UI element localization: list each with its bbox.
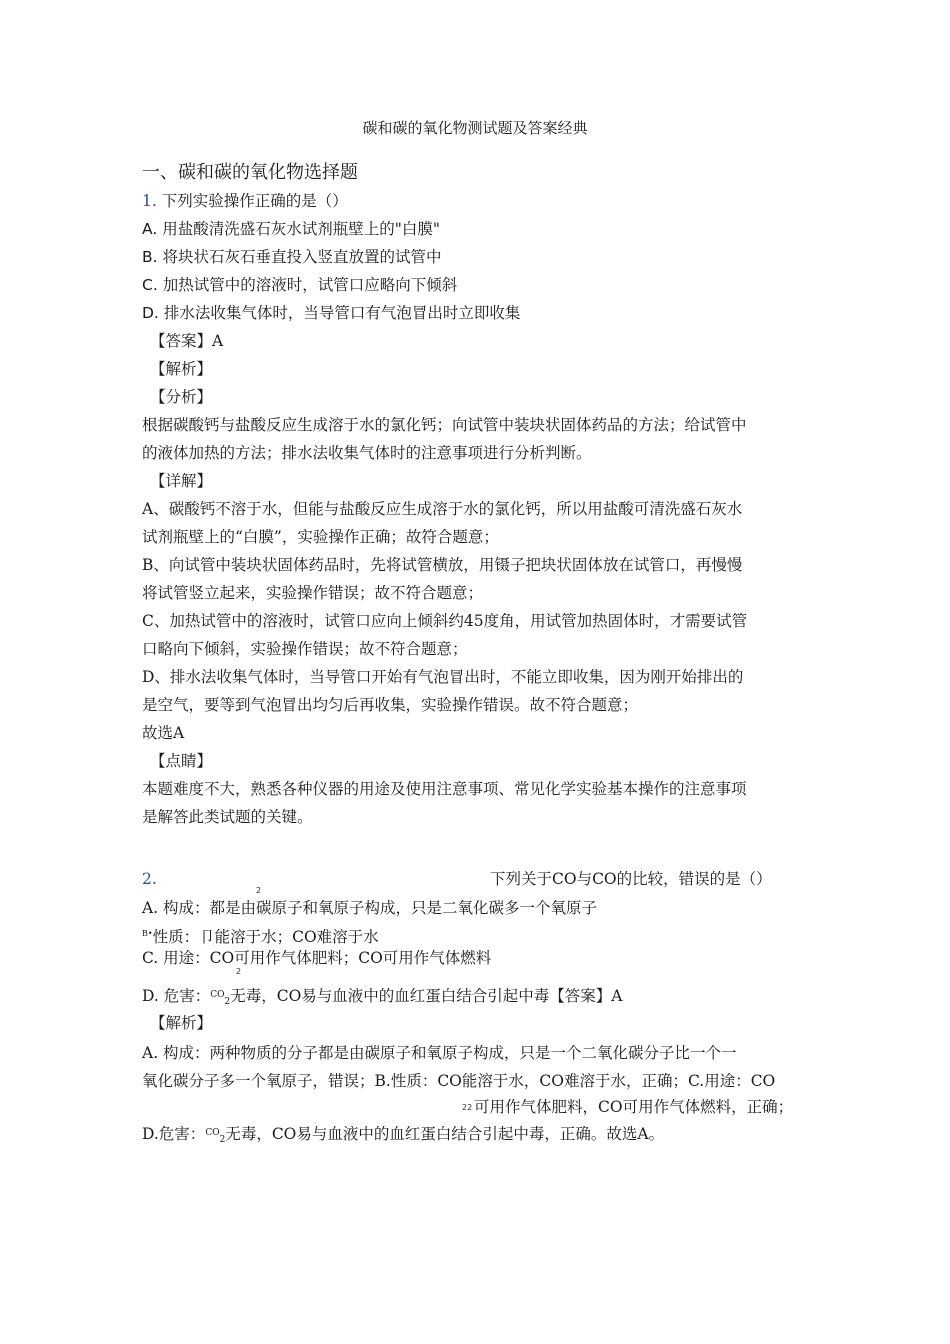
question-1-jiexi-label: 【解析】 <box>150 360 213 378</box>
detail-line: D、排水法收集气体时，当导管口开始有气泡冒出时，不能立即收集，因为刚开始排出的 <box>142 668 744 686</box>
comment-line: 是解答此类试题的关键。 <box>142 808 313 826</box>
question-2-stem: 下列关于CO与CO的比较，错误的是（） <box>490 870 772 888</box>
detail-line: C、加热试管中的溶液时，试管口应向上倾斜约45度角，用试管加热固体时，才需要试管 <box>142 612 748 630</box>
question-1-answer: 【答案】A <box>150 332 224 350</box>
subscript-mark: 2 <box>236 967 242 976</box>
question-1-detail-label: 【详解】 <box>150 472 213 490</box>
detail-line: 是空气，要等到气泡冒出均匀后再收集，实验操作错误。故不符合题意； <box>142 696 639 714</box>
question-2-option-a: A. 构成：都是由碳原子和氧原子构成，只是二氧化碳多一个氧原子 <box>142 899 598 917</box>
detail-line: 口略向下倾斜，实验操作错误；故不符合题意； <box>142 640 468 658</box>
question-1-option-b: B. 将块状石灰石垂直投入竖直放置的试管中 <box>142 248 442 266</box>
detail-line: B、向试管中装块状固体药品时，先将试管横放，用镊子把块状固体放在试管口，再慢慢 <box>142 556 743 574</box>
explanation-line: D.危害：$^{CO}_2$无毒，CO易与血液中的血红蛋白结合引起中毒，正确。故选A。 <box>142 1125 665 1145</box>
section-heading: 一、碳和碳的氧化物选择题 <box>142 162 358 183</box>
explanation-line: 可用作气体肥料，CO可用作气体燃料，正确； <box>474 1098 794 1116</box>
subscript-mark: 22 <box>462 1103 473 1112</box>
question-2-option-d: D. 危害：$^{CO}_2$无毒，CO易与血液中的血红蛋白结合引起中毒【答案】A <box>142 987 623 1007</box>
question-2-jiexi-label: 【解析】 <box>150 1014 213 1032</box>
detail-line: A、碳酸钙不溶于水，但能与盐酸反应生成溶于水的氯化钙，所以用盐酸可清洗盛石灰水 <box>142 500 743 518</box>
explanation-line: A. 构成：两种物质的分子都是由碳原子和氧原子构成，只是一个二氧化碳分子比一个一 <box>142 1044 737 1062</box>
question-2-option-c: C. 用途：CO可用作气体肥料；CO可用作气体燃料 <box>142 949 492 967</box>
detail-line: 故选A <box>142 724 185 742</box>
comment-line: 本题难度不大，熟悉各种仪器的用途及使用注意事项、常见化学实验基本操作的注意事项 <box>142 780 747 798</box>
question-1-option-c: C. 加热试管中的溶液时，试管口应略向下倾斜 <box>142 276 458 294</box>
analysis-line: 的液体加热的方法；排水法收集气体时的注意事项进行分析判断。 <box>142 444 592 462</box>
explanation-line: 氧化碳分子多一个氧原子，错误；B.性质：CO能溶于水，CO难溶于水，正确；C.用途：CO <box>142 1072 776 1090</box>
question-1-number: 1. <box>142 192 157 210</box>
question-1-option-d: D. 排水法收集气体时，当导管口有气泡冒出时立即收集 <box>142 304 521 322</box>
question-1-text: 下列实验操作正确的是（） <box>161 192 348 210</box>
subscript-mark: 2 <box>256 886 262 895</box>
question-1-fenxi-label: 【分析】 <box>150 388 213 406</box>
detail-line: 试剂瓶壁上的“白膜”，实验操作正确；故符合题意； <box>142 528 499 546</box>
page-title: 碳和碳的氧化物测试题及答案经典 <box>362 119 588 137</box>
question-2-number: 2. <box>142 870 157 888</box>
question-1-stem <box>142 190 348 212</box>
question-2-option-b: $^{B•}$性质：卩能溶于水；CO难溶于水 <box>142 928 379 946</box>
detail-line: 将试管竖立起来，实验操作错误；故不符合题意； <box>142 584 484 602</box>
analysis-line: 根据碳酸钙与盐酸反应生成溶于水的氯化钙；向试管中装块状固体药品的方法；给试管中 <box>142 416 747 434</box>
question-1-comment-label: 【点睛】 <box>150 752 213 770</box>
question-1-option-a: A. 用盐酸清洗盛石灰水试剂瓶壁上的"白膜" <box>142 220 440 238</box>
